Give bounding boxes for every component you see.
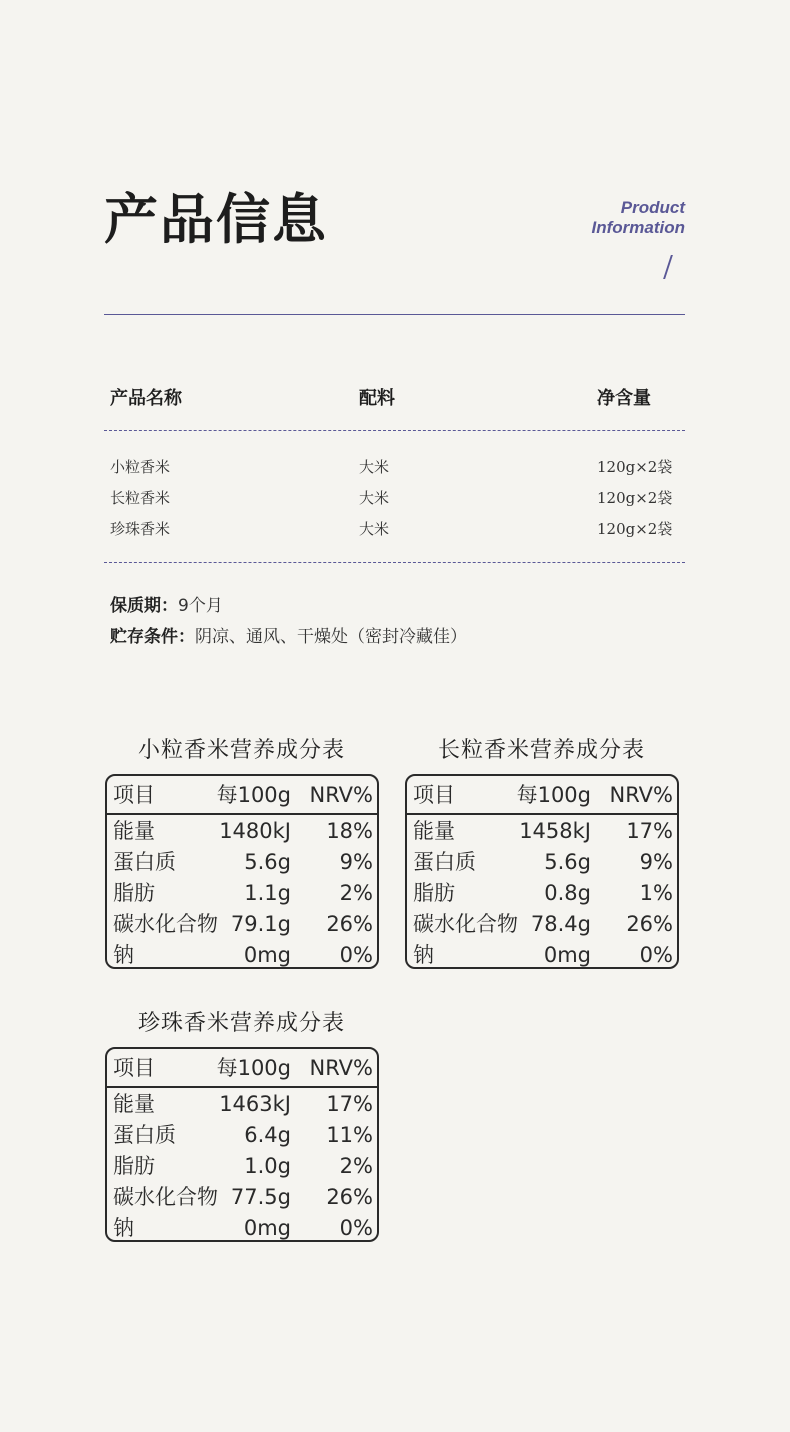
- nutrition-row-energy: [407, 816, 677, 847]
- nutrient-name: 能量: [113, 1092, 155, 1116]
- product-name-1: 小粒香米: [110, 458, 171, 476]
- nutrient-nrv: 2%: [339, 881, 373, 905]
- nutrition-header-row: [107, 1053, 377, 1084]
- header-divider: [407, 813, 677, 815]
- nutrient-name: 碳水化合物: [413, 912, 518, 936]
- title-divider: [104, 314, 685, 315]
- nutrient-amount: 0mg: [543, 943, 591, 967]
- nutrient-nrv: 26%: [326, 1185, 373, 1209]
- nutrition-header-row: [407, 780, 677, 811]
- col-nrv: NRV%: [309, 1056, 373, 1080]
- nutrition-row-carbohydrate: [407, 909, 677, 940]
- col-item: 项目: [113, 1056, 155, 1080]
- nutrient-name: 钠: [113, 1216, 134, 1240]
- shelf-life-label: 保质期：: [110, 596, 178, 616]
- nutrient-name: 蛋白质: [413, 850, 476, 874]
- net-content-3: 120g×2袋: [597, 520, 673, 538]
- nutrient-nrv: 0%: [339, 1216, 373, 1240]
- nutrient-name: 碳水化合物: [113, 1185, 218, 1209]
- nutrient-name: 蛋白质: [113, 1123, 176, 1147]
- col-per-100g: 每100g: [516, 783, 591, 807]
- nutrient-nrv: 26%: [326, 912, 373, 936]
- col-per-100g: 每100g: [216, 1056, 291, 1080]
- nutrition-row-protein: [407, 847, 677, 878]
- nutrient-amount: 5.6g: [244, 850, 291, 874]
- nutrient-amount: 77.5g: [230, 1185, 291, 1209]
- col-item: 项目: [113, 783, 155, 807]
- storage-conditions: [110, 622, 467, 647]
- slash-decoration: [663, 255, 673, 279]
- nutrient-amount: 78.4g: [530, 912, 591, 936]
- nutrient-amount: 0mg: [243, 943, 291, 967]
- nutrition-row-fat: [107, 878, 377, 909]
- nutrition-title-1: 小粒香米营养成分表: [138, 738, 346, 763]
- shelf-life: [110, 591, 223, 616]
- shelf-life-value: 9个月: [178, 596, 223, 616]
- nutrition-title-3: 珍珠香米营养成分表: [138, 1011, 346, 1036]
- nutrition-row-carbohydrate: [107, 909, 377, 940]
- col-item: 项目: [413, 783, 455, 807]
- nutrient-name: 碳水化合物: [113, 912, 218, 936]
- nutrient-nrv: 17%: [626, 819, 673, 843]
- nutrition-row-energy: [107, 1089, 377, 1120]
- nutrient-name: 脂肪: [413, 881, 455, 905]
- nutrient-nrv: 0%: [339, 943, 373, 967]
- english-title-line-1: Product: [620, 198, 685, 217]
- product-name-2: 长粒香米: [110, 489, 171, 507]
- nutrition-table-1: [105, 774, 379, 969]
- page-title: 产品信息: [104, 188, 328, 251]
- nutrition-title-2: 长粒香米营养成分表: [438, 738, 646, 763]
- nutrient-amount: 1458kJ: [519, 819, 591, 843]
- net-content-1: 120g×2袋: [597, 458, 673, 476]
- nutrient-amount: 0.8g: [544, 881, 591, 905]
- header-net-content: 净含量: [597, 388, 651, 409]
- ingredient-3: 大米: [359, 520, 390, 538]
- header-ingredients: 配料: [359, 388, 395, 409]
- nutrient-amount: 5.6g: [544, 850, 591, 874]
- nutrition-row-sodium: [107, 940, 377, 971]
- ingredient-1: 大米: [359, 458, 390, 476]
- nutrition-header-row: [107, 780, 377, 811]
- table-top-dashed-divider: [104, 430, 685, 431]
- nutrient-nrv: 11%: [326, 1123, 373, 1147]
- nutrient-name: 钠: [113, 943, 134, 967]
- header-divider: [107, 1086, 377, 1088]
- nutrition-row-sodium: [107, 1213, 377, 1244]
- col-nrv: NRV%: [609, 783, 673, 807]
- nutrient-name: 脂肪: [113, 881, 155, 905]
- storage-label: 贮存条件：: [110, 627, 195, 647]
- nutrition-row-protein: [107, 847, 377, 878]
- nutrient-nrv: 1%: [639, 881, 673, 905]
- english-title-line-2: Information: [591, 218, 685, 237]
- nutrition-row-sodium: [407, 940, 677, 971]
- nutrient-name: 钠: [413, 943, 434, 967]
- nutrient-amount: 0mg: [243, 1216, 291, 1240]
- col-nrv: NRV%: [309, 783, 373, 807]
- table-bottom-dashed-divider: [104, 562, 685, 563]
- nutrient-nrv: 26%: [626, 912, 673, 936]
- header-divider: [107, 813, 377, 815]
- nutrient-amount: 1.0g: [244, 1154, 291, 1178]
- nutrient-name: 脂肪: [113, 1154, 155, 1178]
- nutrient-nrv: 17%: [326, 1092, 373, 1116]
- product-name-3: 珍珠香米: [110, 520, 171, 538]
- nutrient-amount: 6.4g: [244, 1123, 291, 1147]
- net-content-2: 120g×2袋: [597, 489, 673, 507]
- nutrient-nrv: 18%: [326, 819, 373, 843]
- nutrient-amount: 1463kJ: [219, 1092, 291, 1116]
- col-per-100g: 每100g: [216, 783, 291, 807]
- storage-value: 阴凉、通风、干燥处（密封冷藏佳）: [195, 627, 467, 647]
- nutrient-nrv: 2%: [339, 1154, 373, 1178]
- nutrient-name: 能量: [113, 819, 155, 843]
- nutrient-nrv: 0%: [639, 943, 673, 967]
- nutrient-amount: 1480kJ: [219, 819, 291, 843]
- nutrition-row-fat: [407, 878, 677, 909]
- nutrient-nrv: 9%: [339, 850, 373, 874]
- nutrition-row-carbohydrate: [107, 1182, 377, 1213]
- header-product-name: 产品名称: [110, 388, 182, 409]
- nutrient-name: 蛋白质: [113, 850, 176, 874]
- ingredient-2: 大米: [359, 489, 390, 507]
- nutrient-amount: 1.1g: [244, 881, 291, 905]
- nutrition-table-2: [405, 774, 679, 969]
- nutrition-row-energy: [107, 816, 377, 847]
- nutrient-name: 能量: [413, 819, 455, 843]
- english-title: [592, 198, 686, 238]
- nutrient-nrv: 9%: [639, 850, 673, 874]
- nutrition-row-fat: [107, 1151, 377, 1182]
- nutrition-row-protein: [107, 1120, 377, 1151]
- nutrient-amount: 79.1g: [230, 912, 291, 936]
- nutrition-table-3: [105, 1047, 379, 1242]
